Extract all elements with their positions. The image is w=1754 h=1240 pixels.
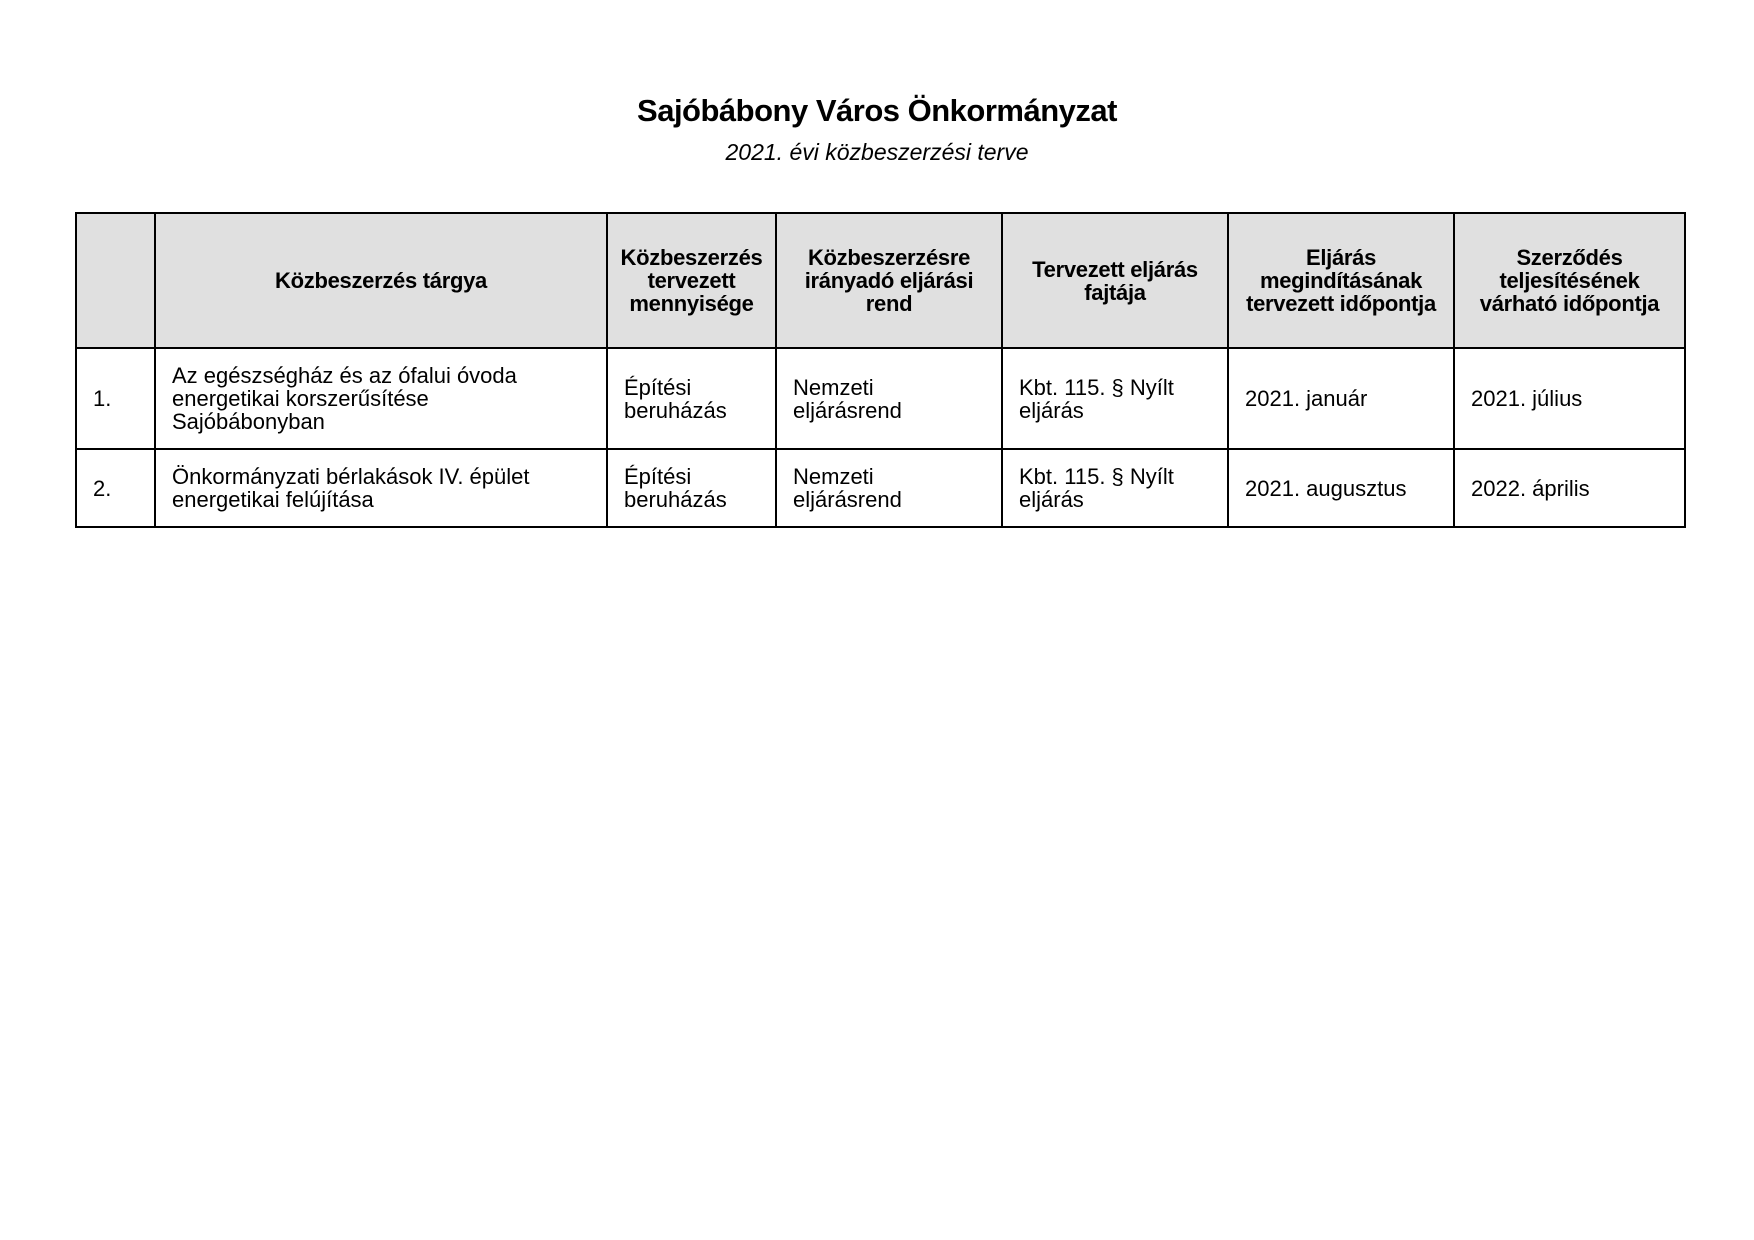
- row-start-date: 2021. január: [1228, 348, 1454, 449]
- row-quantity: Építési beruházás: [607, 348, 776, 449]
- procurement-plan-table: [75, 212, 1686, 528]
- row-subject: Az egészségház és az ófalui óvoda energetikai korszerűsítése Sajóbábonyban: [155, 348, 607, 449]
- header-subject: Közbeszerzés tárgya: [155, 213, 607, 348]
- row-procedural-regime: Nemzeti eljárásrend: [776, 449, 1002, 527]
- table-row: [76, 449, 1685, 527]
- table-header-row: [76, 213, 1685, 348]
- row-number: 1.: [76, 348, 155, 449]
- header-quantity: Közbeszerzés tervezett mennyisége: [607, 213, 776, 348]
- row-procedure-type: Kbt. 115. § Nyílt eljárás: [1002, 348, 1228, 449]
- row-procedure-type: Kbt. 115. § Nyílt eljárás: [1002, 449, 1228, 527]
- row-subject: Önkormányzati bérlakások IV. épület energetikai felújítása: [155, 449, 607, 527]
- row-quantity: Építési beruházás: [607, 449, 776, 527]
- row-start-date: 2021. augusztus: [1228, 449, 1454, 527]
- header-procedure-type: Tervezett eljárás fajtája: [1002, 213, 1228, 348]
- table-row: [76, 348, 1685, 449]
- header-number: [76, 213, 155, 348]
- header-procedural-regime: Közbeszerzésre irányadó eljárási rend: [776, 213, 1002, 348]
- page-title: Sajóbábony Város Önkormányzat: [637, 93, 1117, 128]
- row-completion-date: 2022. április: [1454, 449, 1685, 527]
- page-subtitle: 2021. évi közbeszerzési terve: [725, 139, 1029, 165]
- row-number: 2.: [76, 449, 155, 527]
- header-completion-date: Szerződés teljesítésének várható időpontja: [1454, 213, 1685, 348]
- row-completion-date: 2021. július: [1454, 348, 1685, 449]
- row-procedural-regime: Nemzeti eljárásrend: [776, 348, 1002, 449]
- header-start-date: Eljárás megindításának tervezett időpontja: [1228, 213, 1454, 348]
